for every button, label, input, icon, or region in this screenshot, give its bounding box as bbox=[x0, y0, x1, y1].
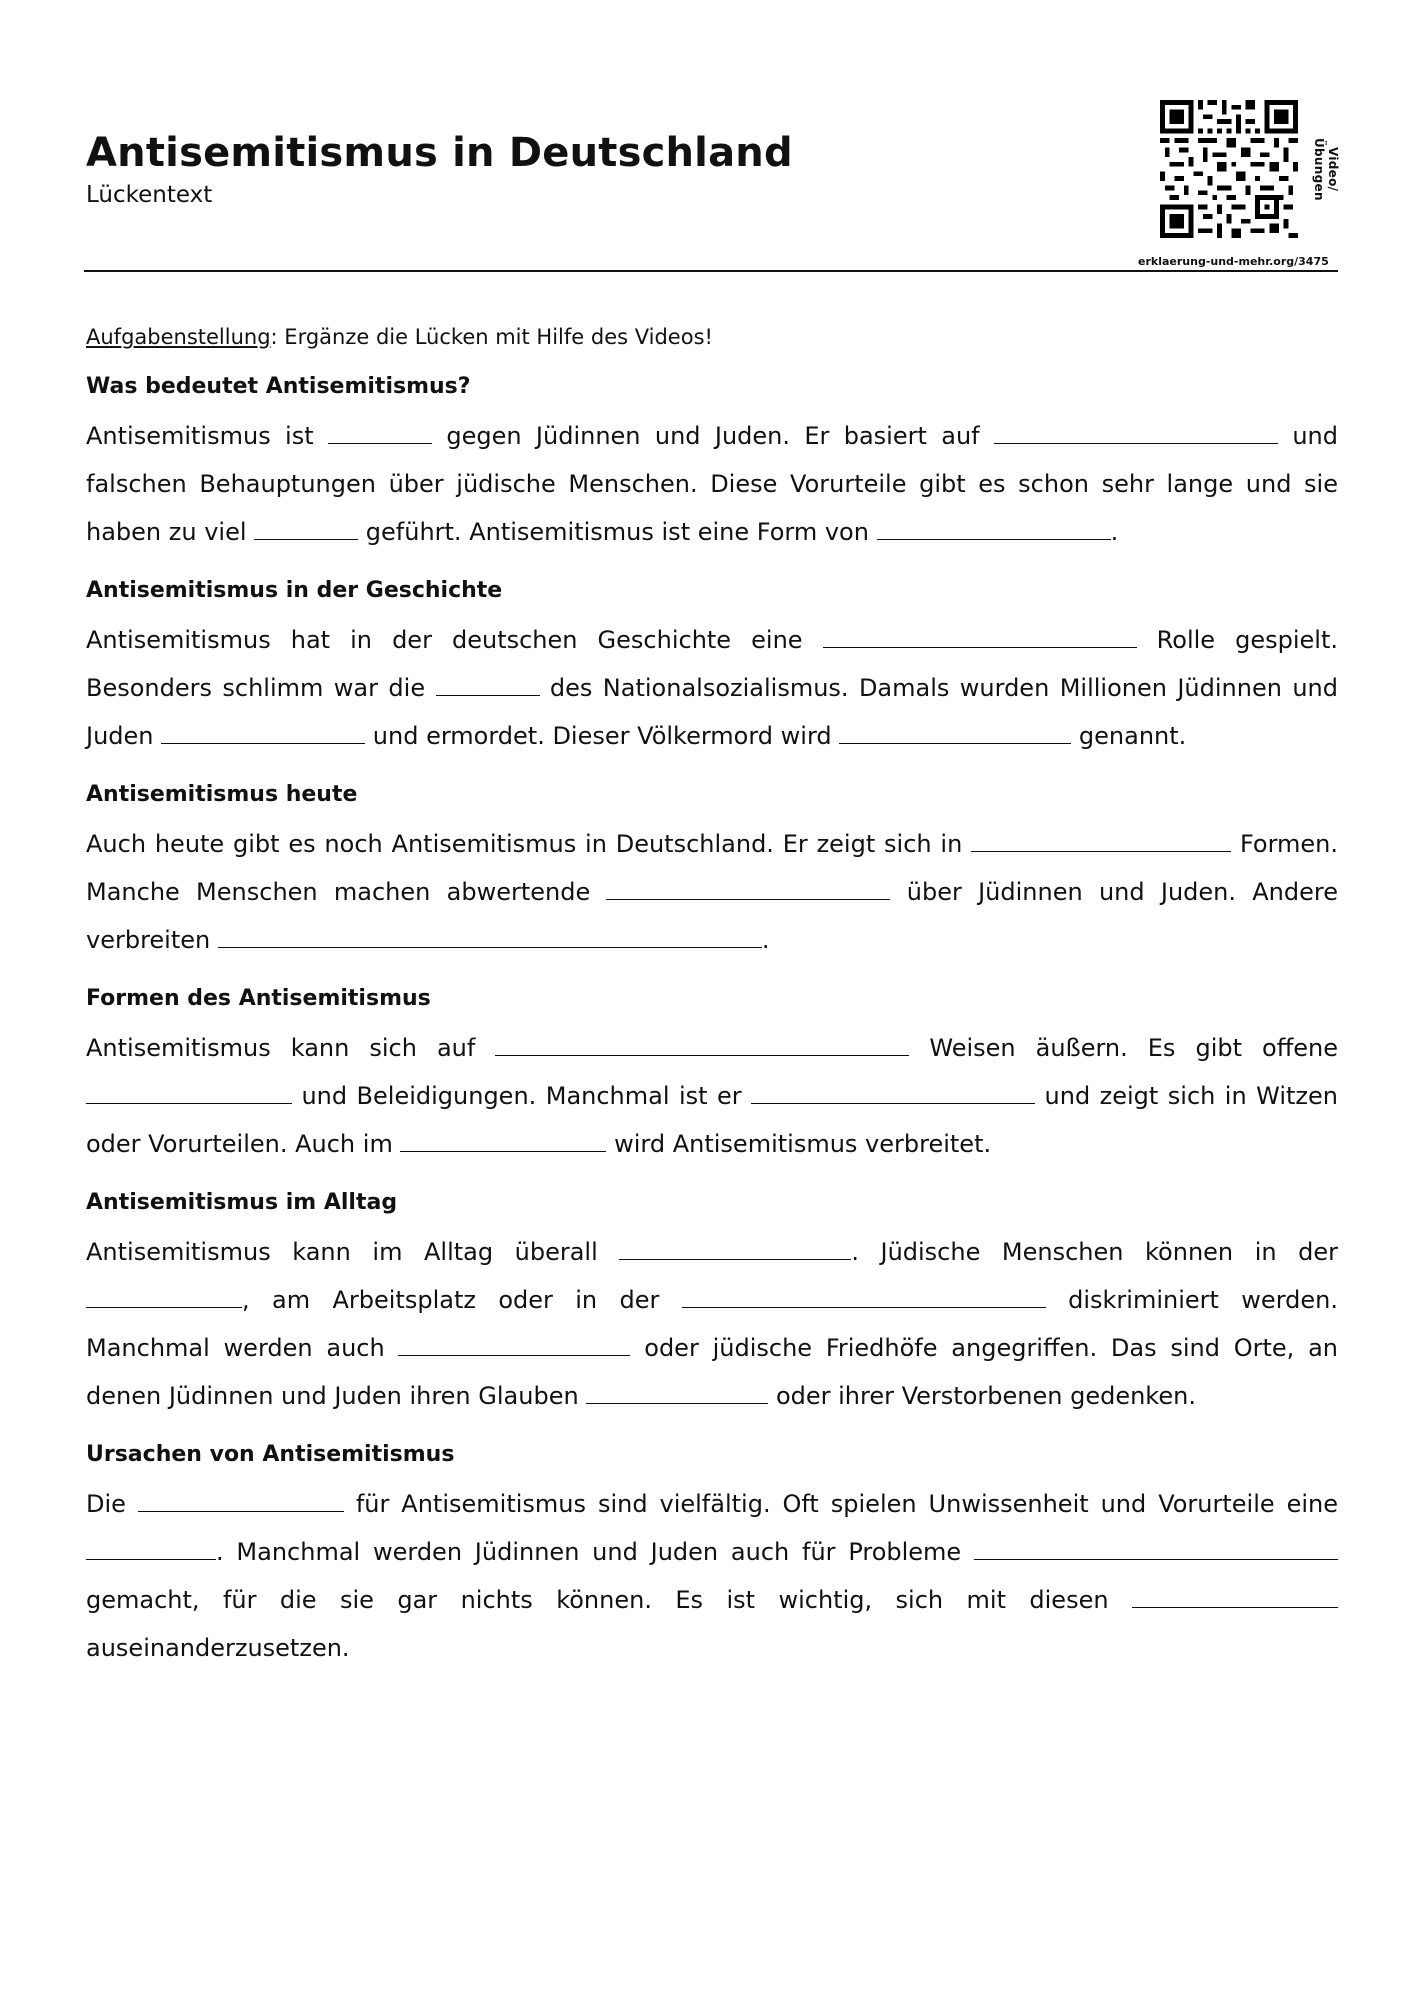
section-heading: Formen des Antisemitismus bbox=[86, 986, 431, 1011]
page-subtitle: Lückentext bbox=[86, 182, 213, 208]
task-text: : Ergänze die Lücken mit Hilfe des Videos! bbox=[270, 325, 713, 349]
text-fragment: und ermordet. Dieser Völkermord wird bbox=[372, 722, 832, 750]
blank-field[interactable] bbox=[138, 1491, 344, 1512]
section-ursachen bbox=[86, 1440, 1338, 1672]
blank-field[interactable] bbox=[86, 1287, 242, 1308]
text-fragment: auseinanderzusetzen. bbox=[86, 1634, 350, 1662]
section-paragraph bbox=[86, 1228, 1338, 1420]
text-fragment: , am Arbeitsplatz oder in der bbox=[242, 1286, 660, 1314]
text-fragment: Formen. Manche Menschen machen abwertende bbox=[86, 830, 1338, 906]
text-fragment: . bbox=[761, 926, 770, 954]
blank-field[interactable] bbox=[606, 879, 890, 900]
section-heading: Antisemitismus im Alltag bbox=[86, 1190, 398, 1215]
blank-field[interactable] bbox=[682, 1287, 1046, 1308]
text-fragment: . bbox=[1110, 518, 1119, 546]
blank-field[interactable] bbox=[994, 423, 1278, 444]
blank-field[interactable] bbox=[971, 831, 1231, 852]
section-heading: Antisemitismus in der Geschichte bbox=[86, 578, 503, 603]
task-label: Aufgabenstellung bbox=[86, 325, 271, 349]
section-paragraph bbox=[86, 616, 1338, 760]
text-fragment: Rolle gespielt. Besonders schlimm war die bbox=[86, 626, 1338, 702]
text-fragment: wird Antisemitismus verbreitet. bbox=[614, 1130, 992, 1158]
text-fragment: Antisemitismus ist bbox=[86, 422, 314, 450]
blank-field[interactable] bbox=[823, 627, 1137, 648]
text-fragment: genannt. bbox=[1078, 722, 1187, 750]
text-fragment: über Jüdinnen und Juden. Andere verbreiten bbox=[86, 878, 1338, 954]
page-title: Antisemitismus in Deutschland bbox=[86, 130, 793, 176]
blank-field[interactable] bbox=[218, 927, 762, 948]
blank-field[interactable] bbox=[877, 519, 1111, 540]
text-fragment: Die bbox=[86, 1490, 126, 1518]
text-fragment: geführt. Antisemitismus ist eine Form von bbox=[365, 518, 869, 546]
blank-field[interactable] bbox=[619, 1239, 851, 1260]
text-fragment: Antisemitismus kann sich auf bbox=[86, 1034, 476, 1062]
blank-field[interactable] bbox=[86, 1083, 292, 1104]
blank-field[interactable] bbox=[398, 1335, 630, 1356]
blank-field[interactable] bbox=[839, 723, 1071, 744]
text-fragment: gegen Jüdinnen und Juden. Er basiert auf bbox=[446, 422, 980, 450]
blank-field[interactable] bbox=[400, 1131, 606, 1152]
section-geschichte bbox=[86, 576, 1338, 760]
text-fragment: . Manchmal werden Jüdinnen und Juden auch für Probleme bbox=[216, 1538, 962, 1566]
text-fragment: des Nationalsozialismus. Damals wurden Millionen Jüdinnen und Juden bbox=[86, 674, 1338, 750]
blank-field[interactable] bbox=[1132, 1587, 1338, 1608]
section-was-bedeutet bbox=[86, 372, 1338, 556]
text-fragment: Antisemitismus kann im Alltag überall bbox=[86, 1238, 598, 1266]
text-fragment: diskriminiert werden. Manchmal werden auch bbox=[86, 1286, 1338, 1362]
text-fragment: und zeigt sich in Witzen oder Vorurteilen. Auch im bbox=[86, 1082, 1338, 1158]
section-paragraph bbox=[86, 1480, 1338, 1672]
header-divider bbox=[84, 270, 1338, 272]
section-heading: Ursachen von Antisemitismus bbox=[86, 1442, 455, 1467]
video-uebungen-label: Video/Übungen bbox=[1312, 137, 1340, 201]
text-fragment: oder ihrer Verstorbenen gedenken. bbox=[775, 1382, 1196, 1410]
text-fragment: gemacht, für die sie gar nichts können. Es ist wichtig, sich mit diesen bbox=[86, 1586, 1109, 1614]
blank-field[interactable] bbox=[751, 1083, 1035, 1104]
section-paragraph bbox=[86, 412, 1338, 556]
text-fragment: Weisen äußern. Es gibt offene bbox=[929, 1034, 1338, 1062]
header bbox=[86, 130, 793, 210]
text-fragment: und Beleidigungen. Manchmal ist er bbox=[301, 1082, 742, 1110]
section-alltag bbox=[86, 1188, 1338, 1420]
qr-code-icon[interactable] bbox=[1160, 100, 1298, 238]
section-heute bbox=[86, 780, 1338, 964]
source-url-link[interactable]: erklaerung-und-mehr.org/3475 bbox=[1138, 255, 1329, 268]
section-paragraph bbox=[86, 1024, 1338, 1168]
blank-field[interactable] bbox=[161, 723, 365, 744]
blank-field[interactable] bbox=[436, 675, 540, 696]
text-fragment: . Jüdische Menschen können in der bbox=[851, 1238, 1338, 1266]
worksheet-content bbox=[86, 322, 1338, 1692]
section-paragraph bbox=[86, 820, 1338, 964]
section-formen bbox=[86, 984, 1338, 1168]
section-heading: Was bedeutet Antisemitismus? bbox=[86, 374, 471, 399]
text-fragment: und falschen Behauptungen über jüdische Menschen. Diese Vorurteile gibt es schon sehr lange und sie haben zu viel bbox=[86, 422, 1338, 546]
blank-field[interactable] bbox=[328, 423, 432, 444]
blank-field[interactable] bbox=[86, 1539, 216, 1560]
blank-field[interactable] bbox=[495, 1035, 909, 1056]
section-heading: Antisemitismus heute bbox=[86, 782, 358, 807]
blank-field[interactable] bbox=[586, 1383, 768, 1404]
text-fragment: oder jüdische Friedhöfe angegriffen. Das sind Orte, an denen Jüdinnen und Juden ihren Glauben bbox=[86, 1334, 1338, 1410]
text-fragment: Auch heute gibt es noch Antisemitismus in Deutschland. Er zeigt sich in bbox=[86, 830, 963, 858]
text-fragment: für Antisemitismus sind vielfältig. Oft spielen Unwissenheit und Vorurteile eine bbox=[355, 1490, 1338, 1518]
blank-field[interactable] bbox=[974, 1539, 1338, 1560]
text-fragment: Antisemitismus hat in der deutschen Geschichte eine bbox=[86, 626, 803, 654]
blank-field[interactable] bbox=[254, 519, 358, 540]
task-instruction bbox=[86, 322, 1338, 352]
